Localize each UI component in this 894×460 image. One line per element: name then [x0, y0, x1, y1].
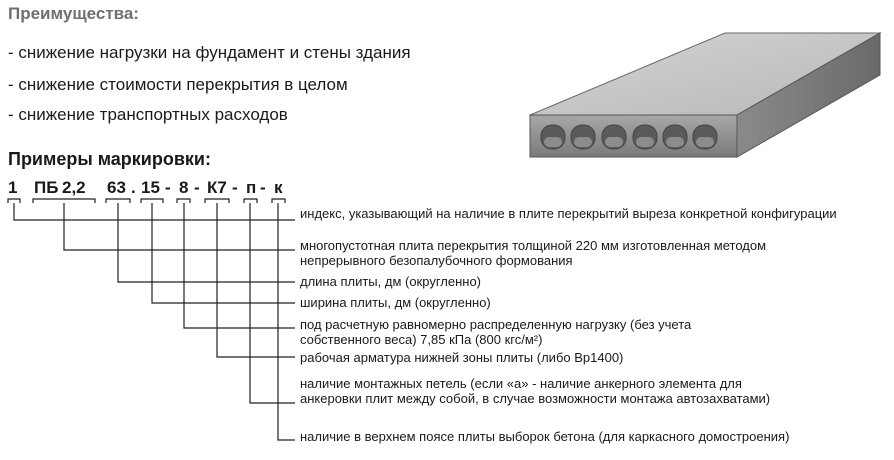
code-part: 8	[179, 178, 189, 197]
code-part: ПБ	[34, 178, 59, 197]
marking-description: наличие в верхнем поясе плиты выборок бетона (для каркасного домостроения)	[300, 429, 790, 444]
code-part: -	[260, 178, 266, 197]
code-part: 15	[141, 178, 160, 197]
leader-line	[278, 203, 295, 440]
underline-bracket	[8, 199, 20, 203]
marking-description: рабочая арматура нижней зоны плиты (либо Вр1400)	[300, 350, 624, 365]
underline-bracket	[141, 199, 163, 203]
code-part: п	[246, 178, 257, 197]
marking-description: ширина плиты, дм (округленно)	[300, 295, 491, 310]
leader-line	[14, 203, 295, 220]
underline-bracket	[272, 199, 285, 203]
underline-bracket	[205, 199, 229, 203]
code-part: к	[274, 178, 283, 197]
code-part: -	[232, 178, 238, 197]
code-part: 1	[8, 178, 18, 197]
marking-description: индекс, указывающий на наличие в плите перекрытий выреза конкретной конфигурации	[300, 206, 837, 221]
leader-line	[152, 203, 295, 303]
code-part: .	[131, 178, 136, 197]
advantage-item: - снижение стоимости перекрытия в целом	[8, 75, 348, 94]
marking-description: длина плиты, дм (округленно)	[300, 274, 482, 289]
code-part: -	[194, 178, 200, 197]
underline-bracket	[177, 199, 190, 203]
advantage-item: - снижение нагрузки на фундамент и стены здания	[8, 43, 411, 62]
leader-line	[217, 203, 295, 357]
code-part: 63	[107, 178, 126, 197]
code-part: -	[165, 178, 171, 197]
marking-description: многопустотная плита перекрытия толщиной 220 мм изготовленная методом непрерывного безопалубочного формования	[300, 238, 767, 268]
code-part: К7	[207, 178, 227, 197]
advantage-item: - снижение транспортных расходов	[8, 105, 288, 124]
leader-line	[64, 203, 295, 250]
underline-bracket	[244, 199, 257, 203]
marking-title: Примеры маркировки:	[8, 149, 211, 169]
marking-description: наличие монтажных петель (если «а» - наличие анкерного элемента для анкеровки плит между собой, в случае возможности монтажа автозахватами)	[300, 376, 771, 406]
advantages-title: Преимущества:	[8, 4, 140, 23]
marking-description: под расчетную равномерно распределенную нагрузку (без учета собственного веса) 7,85 кПа (800 кгс/м²)	[300, 317, 692, 347]
underline-bracket	[33, 199, 95, 203]
leader-line	[118, 203, 295, 282]
code-part: 2,2	[62, 178, 86, 197]
underline-bracket	[106, 199, 130, 203]
